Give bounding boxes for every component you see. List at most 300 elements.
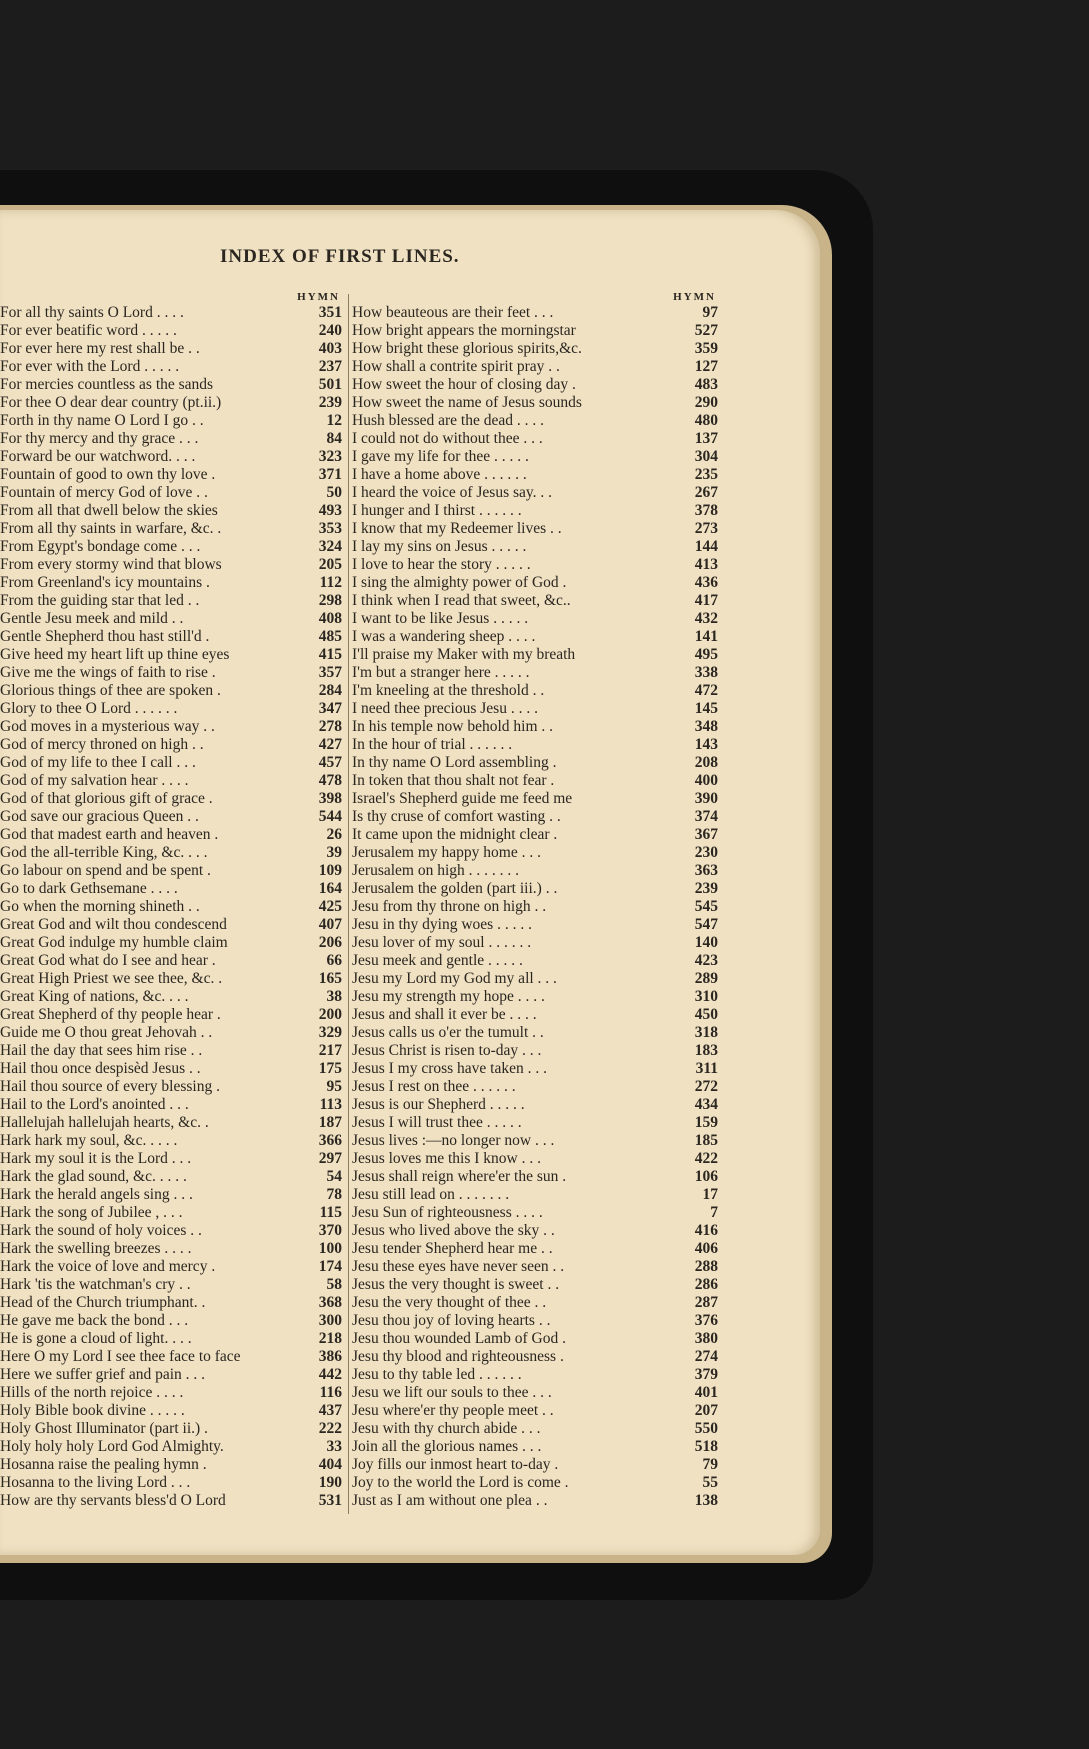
- index-entry: [0, 916, 342, 934]
- first-line-text: God of my life to thee I call . . .: [0, 754, 196, 771]
- hymn-number: 100: [318, 1240, 342, 1257]
- hymn-number: 370: [318, 1222, 342, 1239]
- index-entry: [352, 1420, 718, 1438]
- index-entry: [352, 1492, 718, 1510]
- first-line-text: Guide me O thou great Jehovah . .: [0, 1024, 213, 1041]
- first-line-text: How are thy servants bless'd O Lord: [0, 1492, 226, 1509]
- index-entry: [352, 826, 718, 844]
- hymn-number: 351: [318, 304, 342, 321]
- first-line-text: Jerusalem my happy home . . .: [352, 844, 541, 861]
- first-line-text: Holy Bible book divine . . . . .: [0, 1402, 185, 1419]
- first-line-text: From all that dwell below the skies: [0, 502, 218, 519]
- index-entry: [0, 610, 342, 628]
- index-entry: [352, 844, 718, 862]
- first-line-text: Jesus the very thought is sweet . .: [352, 1276, 560, 1293]
- index-entry: [0, 1384, 342, 1402]
- index-entry: [352, 340, 718, 358]
- first-line-text: Jesu my Lord my God my all . . .: [352, 970, 557, 987]
- hymn-number: 115: [319, 1204, 342, 1221]
- hymn-number: 200: [318, 1006, 342, 1023]
- index-entry: [352, 1114, 718, 1132]
- index-entry: [352, 520, 718, 538]
- first-line-text: Joy to the world the Lord is come .: [352, 1474, 569, 1491]
- hymn-number: 450: [694, 1006, 718, 1023]
- first-line-text: I need thee precious Jesu . . . .: [352, 700, 538, 717]
- index-entry: [352, 358, 718, 376]
- first-line-text: Give me the wings of faith to rise .: [0, 664, 216, 681]
- left-entry-list: [0, 304, 342, 1510]
- hymn-number: 379: [694, 1366, 718, 1383]
- hymn-number: 483: [694, 376, 718, 393]
- first-line-text: I'll praise my Maker with my breath: [352, 646, 576, 663]
- first-line-text: For thy mercy and thy grace . . .: [0, 430, 199, 447]
- first-line-text: God of mercy throned on high . .: [0, 736, 204, 753]
- first-line-text: From all thy saints in warfare, &c. .: [0, 520, 222, 537]
- index-entry: [352, 1186, 718, 1204]
- right-column-header: HYMN: [673, 291, 716, 303]
- hymn-number: 480: [694, 412, 718, 429]
- index-entry: [352, 1348, 718, 1366]
- hymn-number: 239: [694, 880, 718, 897]
- index-entry: [352, 754, 718, 772]
- hymn-number: 485: [318, 628, 342, 645]
- index-entry: [352, 664, 718, 682]
- index-entry: [352, 394, 718, 412]
- hymn-number: 183: [694, 1042, 718, 1059]
- hymn-number: 437: [318, 1402, 342, 1419]
- first-line-text: Holy holy holy Lord God Almighty.: [0, 1438, 224, 1455]
- index-entry: [0, 394, 342, 412]
- hymn-number: 39: [326, 844, 342, 861]
- first-line-text: I have a home above . . . . . .: [352, 466, 527, 483]
- index-entry: [0, 304, 342, 322]
- hymn-number: 116: [319, 1384, 342, 1401]
- first-line-text: Go when the morning shineth . .: [0, 898, 200, 915]
- first-line-text: Hark my soul it is the Lord . . .: [0, 1150, 192, 1167]
- index-entry: [0, 1024, 342, 1042]
- index-entry: [352, 808, 718, 826]
- first-line-text: For ever beatific word . . . . .: [0, 322, 177, 339]
- hymn-number: 363: [694, 862, 718, 879]
- first-line-text: Hark 'tis the watchman's cry . .: [0, 1276, 191, 1293]
- index-entry: [352, 1006, 718, 1024]
- index-entry: [0, 1150, 342, 1168]
- index-entry: [352, 592, 718, 610]
- first-line-text: I heard the voice of Jesus say. . .: [352, 484, 553, 501]
- index-entry: [352, 646, 718, 664]
- hymn-number: 329: [318, 1024, 342, 1041]
- first-line-text: Gentle Jesu meek and mild . .: [0, 610, 184, 627]
- index-entry: [352, 1474, 718, 1492]
- hymn-number: 300: [318, 1312, 342, 1329]
- hymn-number: 436: [694, 574, 718, 591]
- hymn-number: 368: [318, 1294, 342, 1311]
- first-line-text: I want to be like Jesus . . . . .: [352, 610, 529, 627]
- index-entry: [352, 1438, 718, 1456]
- hymn-number: 273: [694, 520, 718, 537]
- hymn-number: 33: [326, 1438, 342, 1455]
- page-title: INDEX OF FIRST LINES.: [220, 246, 460, 267]
- hymn-number: 230: [694, 844, 718, 861]
- first-line-text: Jesu my strength my hope . . . .: [352, 988, 545, 1005]
- index-entry: [352, 1222, 718, 1240]
- index-entry: [0, 736, 342, 754]
- index-entry: [352, 1330, 718, 1348]
- index-entry: [0, 502, 342, 520]
- index-entry: [352, 1078, 718, 1096]
- first-line-text: Jesus calls us o'er the tumult . .: [352, 1024, 544, 1041]
- hymn-number: 164: [318, 880, 342, 897]
- index-page: [0, 210, 820, 1555]
- hymn-number: 84: [326, 430, 342, 447]
- hymn-number: 415: [318, 646, 342, 663]
- index-entry: [0, 898, 342, 916]
- hymn-number: 205: [318, 556, 342, 573]
- first-line-text: Hark the herald angels sing . . .: [0, 1186, 193, 1203]
- first-line-text: From every stormy wind that blows: [0, 556, 222, 573]
- index-entry: [0, 1186, 342, 1204]
- index-entry: [352, 556, 718, 574]
- index-entry: [0, 718, 342, 736]
- hymn-number: 159: [694, 1114, 718, 1131]
- first-line-text: How bright these glorious spirits,&c.: [352, 340, 582, 357]
- first-line-text: God that madest earth and heaven .: [0, 826, 219, 843]
- index-entry: [0, 322, 342, 340]
- left-column: [0, 290, 342, 1510]
- first-line-text: Great Shepherd of thy people hear .: [0, 1006, 221, 1023]
- index-entry: [0, 1348, 342, 1366]
- hymn-number: 97: [702, 304, 718, 321]
- first-line-text: From Egypt's bondage come . . .: [0, 538, 201, 555]
- first-line-text: Jerusalem on high . . . . . . .: [352, 862, 520, 879]
- first-line-text: For mercies countless as the sands: [0, 376, 214, 393]
- index-entry: [352, 700, 718, 718]
- index-entry: [352, 1456, 718, 1474]
- first-line-text: Hark the swelling breezes . . . .: [0, 1240, 192, 1257]
- index-entry: [0, 1114, 342, 1132]
- index-entry: [0, 628, 342, 646]
- first-line-text: Jesus I will trust thee . . . . .: [352, 1114, 522, 1131]
- first-line-text: He is gone a cloud of light. . . .: [0, 1330, 192, 1347]
- first-line-text: Jesus is our Shepherd . . . . .: [352, 1096, 525, 1113]
- index-entry: [352, 988, 718, 1006]
- first-line-text: Jesu Sun of righteousness . . . .: [352, 1204, 543, 1221]
- index-entry: [0, 1042, 342, 1060]
- hymn-number: 386: [318, 1348, 342, 1365]
- index-entry: [0, 664, 342, 682]
- index-entry: [352, 502, 718, 520]
- first-line-text: For all thy saints O Lord . . . .: [0, 304, 184, 321]
- hymn-number: 359: [694, 340, 718, 357]
- hymn-number: 501: [318, 376, 342, 393]
- first-line-text: Hark hark my soul, &c. . . . .: [0, 1132, 178, 1149]
- index-entry: [352, 898, 718, 916]
- column-divider: [348, 294, 349, 1514]
- index-entry: [0, 1312, 342, 1330]
- hymn-number: 544: [318, 808, 342, 825]
- index-entry: [0, 682, 342, 700]
- index-entry: [0, 970, 342, 988]
- index-entry: [0, 1456, 342, 1474]
- hymn-number: 38: [326, 988, 342, 1005]
- hymn-number: 218: [318, 1330, 342, 1347]
- index-entry: [352, 1258, 718, 1276]
- first-line-text: Great God indulge my humble claim: [0, 934, 228, 951]
- first-line-text: Jesu thou joy of loving hearts . .: [352, 1312, 551, 1329]
- hymn-number: 422: [694, 1150, 718, 1167]
- hymn-number: 338: [694, 664, 718, 681]
- first-line-text: God save our gracious Queen . .: [0, 808, 199, 825]
- hymn-number: 413: [694, 556, 718, 573]
- index-entry: [352, 412, 718, 430]
- first-line-text: Here we suffer grief and pain . . .: [0, 1366, 206, 1383]
- hymn-number: 310: [694, 988, 718, 1005]
- index-entry: [352, 1366, 718, 1384]
- hymn-number: 378: [694, 502, 718, 519]
- hymn-number: 207: [694, 1402, 718, 1419]
- hymn-number: 240: [318, 322, 342, 339]
- index-entry: [0, 754, 342, 772]
- first-line-text: Great God and wilt thou condescend: [0, 916, 227, 933]
- index-entry: [0, 1258, 342, 1276]
- first-line-text: Fountain of good to own thy love .: [0, 466, 216, 483]
- index-entry: [352, 952, 718, 970]
- first-line-text: Jesu lover of my soul . . . . . .: [352, 934, 532, 951]
- index-entry: [0, 844, 342, 862]
- index-entry: [352, 916, 718, 934]
- first-line-text: Great God what do I see and hear .: [0, 952, 216, 969]
- index-entry: [352, 1042, 718, 1060]
- first-line-text: Glory to thee O Lord . . . . . .: [0, 700, 178, 717]
- first-line-text: How sweet the hour of closing day .: [352, 376, 576, 393]
- index-entry: [352, 682, 718, 700]
- index-entry: [352, 1294, 718, 1312]
- index-entry: [0, 1366, 342, 1384]
- index-entry: [0, 1438, 342, 1456]
- index-entry: [352, 1402, 718, 1420]
- first-line-text: Join all the glorious names . . .: [352, 1438, 542, 1455]
- hymn-number: 403: [318, 340, 342, 357]
- hymn-number: 298: [318, 592, 342, 609]
- first-line-text: Hosanna raise the pealing hymn .: [0, 1456, 207, 1473]
- index-entry: [352, 1384, 718, 1402]
- first-line-text: Go to dark Gethsemane . . . .: [0, 880, 178, 897]
- hymn-number: 144: [694, 538, 718, 555]
- hymn-number: 54: [326, 1168, 342, 1185]
- hymn-number: 407: [318, 916, 342, 933]
- index-entry: [0, 1096, 342, 1114]
- index-entry: [0, 1222, 342, 1240]
- first-line-text: Forward be our watchword. . . .: [0, 448, 196, 465]
- hymn-number: 323: [318, 448, 342, 465]
- first-line-text: In the hour of trial . . . . . .: [352, 736, 513, 753]
- hymn-number: 324: [318, 538, 342, 555]
- first-line-text: Just as I am without one plea . .: [352, 1492, 548, 1509]
- first-line-text: Jesu from thy throne on high . .: [352, 898, 547, 915]
- hymn-number: 442: [318, 1366, 342, 1383]
- first-line-text: Jesus loves me this I know . . .: [352, 1150, 542, 1167]
- first-line-text: How beauteous are their feet . . .: [352, 304, 554, 321]
- first-line-text: Hark the glad sound, &c. . . . .: [0, 1168, 187, 1185]
- first-line-text: In token that thou shalt not fear .: [352, 772, 555, 789]
- hymn-number: 493: [318, 502, 342, 519]
- hymn-number: 55: [702, 1474, 718, 1491]
- index-entry: [352, 1312, 718, 1330]
- hymn-number: 217: [318, 1042, 342, 1059]
- index-entry: [0, 1294, 342, 1312]
- hymn-number: 367: [694, 826, 718, 843]
- first-line-text: Great High Priest we see thee, &c. .: [0, 970, 223, 987]
- hymn-number: 66: [326, 952, 342, 969]
- hymn-number: 175: [318, 1060, 342, 1077]
- first-line-text: I think when I read that sweet, &c..: [352, 592, 571, 609]
- index-entry: [352, 628, 718, 646]
- hymn-number: 187: [318, 1114, 342, 1131]
- first-line-text: Jesu where'er thy people meet . .: [352, 1402, 554, 1419]
- index-entry: [0, 466, 342, 484]
- first-line-text: Hark the song of Jubilee , . . .: [0, 1204, 183, 1221]
- hymn-number: 278: [318, 718, 342, 735]
- hymn-number: 398: [318, 790, 342, 807]
- first-line-text: I gave my life for thee . . . . .: [352, 448, 529, 465]
- index-entry: [0, 574, 342, 592]
- hymn-number: 518: [694, 1438, 718, 1455]
- index-entry: [0, 412, 342, 430]
- first-line-text: Forth in thy name O Lord I go . .: [0, 412, 204, 429]
- hymn-number: 472: [694, 682, 718, 699]
- hymn-number: 78: [326, 1186, 342, 1203]
- hymn-number: 427: [318, 736, 342, 753]
- index-entry: [352, 862, 718, 880]
- hymn-number: 106: [694, 1168, 718, 1185]
- hymn-number: 26: [326, 826, 342, 843]
- index-entry: [352, 1168, 718, 1186]
- first-line-text: Hail thou source of every blessing .: [0, 1078, 220, 1095]
- index-entry: [0, 1330, 342, 1348]
- hymn-number: 353: [318, 520, 342, 537]
- hymn-number: 143: [694, 736, 718, 753]
- first-line-text: God of my salvation hear . . . .: [0, 772, 189, 789]
- hymn-number: 288: [694, 1258, 718, 1275]
- index-entry: [352, 610, 718, 628]
- first-line-text: Jesu these eyes have never seen . .: [352, 1258, 565, 1275]
- hymn-number: 531: [318, 1492, 342, 1509]
- hymn-number: 390: [694, 790, 718, 807]
- hymn-number: 289: [694, 970, 718, 987]
- index-entry: [0, 1240, 342, 1258]
- index-entry: [352, 790, 718, 808]
- index-entry: [0, 1132, 342, 1150]
- hymn-number: 416: [694, 1222, 718, 1239]
- hymn-number: 401: [694, 1384, 718, 1401]
- index-entry: [0, 1474, 342, 1492]
- hymn-number: 138: [694, 1492, 718, 1509]
- first-line-text: Jesu to thy table led . . . . . .: [352, 1366, 522, 1383]
- first-line-text: Hush blessed are the dead . . . .: [352, 412, 544, 429]
- hymn-number: 547: [694, 916, 718, 933]
- first-line-text: For ever with the Lord . . . . .: [0, 358, 180, 375]
- first-line-text: I'm but a stranger here . . . . .: [352, 664, 530, 681]
- first-line-text: Jesu tender Shepherd hear me . .: [352, 1240, 553, 1257]
- first-line-text: In thy name O Lord assembling .: [352, 754, 557, 771]
- index-entry: [352, 1204, 718, 1222]
- first-line-text: Jesus I rest on thee . . . . . .: [352, 1078, 516, 1095]
- first-line-text: Jesu thou wounded Lamb of God .: [352, 1330, 566, 1347]
- first-line-text: Jesu we lift our souls to thee . . .: [352, 1384, 552, 1401]
- first-line-text: For ever here my rest shall be . .: [0, 340, 200, 357]
- first-line-text: God the all-terrible King, &c. . . .: [0, 844, 208, 861]
- index-entry: [352, 970, 718, 988]
- first-line-text: Jerusalem the golden (part iii.) . .: [352, 880, 558, 897]
- first-line-text: I could not do without thee . . .: [352, 430, 543, 447]
- index-entry: [352, 538, 718, 556]
- index-entry: [352, 1096, 718, 1114]
- first-line-text: Hail thou once despisèd Jesus . .: [0, 1060, 201, 1077]
- hymn-number: 113: [319, 1096, 342, 1113]
- hymn-number: 374: [694, 808, 718, 825]
- index-entry: [0, 592, 342, 610]
- index-entry: [0, 934, 342, 952]
- index-entry: [0, 880, 342, 898]
- first-line-text: How sweet the name of Jesus sounds: [352, 394, 582, 411]
- hymn-number: 425: [318, 898, 342, 915]
- hymn-number: 141: [694, 628, 718, 645]
- hymn-number: 357: [318, 664, 342, 681]
- first-line-text: Joy fills our inmost heart to-day .: [352, 1456, 559, 1473]
- index-entry: [352, 304, 718, 322]
- hymn-number: 137: [694, 430, 718, 447]
- index-entry: [0, 988, 342, 1006]
- index-entry: [0, 520, 342, 538]
- hymn-number: 287: [694, 1294, 718, 1311]
- index-entry: [352, 448, 718, 466]
- hymn-number: 311: [695, 1060, 718, 1077]
- hymn-number: 284: [318, 682, 342, 699]
- hymn-number: 222: [318, 1420, 342, 1437]
- hymn-number: 400: [694, 772, 718, 789]
- first-line-text: It came upon the midnight clear .: [352, 826, 558, 843]
- first-line-text: Jesu meek and gentle . . . . .: [352, 952, 523, 969]
- index-entry: [0, 1402, 342, 1420]
- index-entry: [0, 430, 342, 448]
- first-line-text: Hark the sound of holy voices . .: [0, 1222, 202, 1239]
- hymn-number: 404: [318, 1456, 342, 1473]
- first-line-text: Glorious things of thee are spoken .: [0, 682, 221, 699]
- hymn-number: 140: [694, 934, 718, 951]
- left-column-header: HYMN: [297, 291, 340, 303]
- hymn-number: 206: [318, 934, 342, 951]
- index-entry: [0, 1078, 342, 1096]
- first-line-text: Jesus and shall it ever be . . . .: [352, 1006, 537, 1023]
- first-line-text: How bright appears the morningstar: [352, 322, 576, 339]
- index-entry: [0, 862, 342, 880]
- index-entry: [0, 1168, 342, 1186]
- hymn-number: 527: [694, 322, 718, 339]
- first-line-text: Jesu the very thought of thee . .: [352, 1294, 547, 1311]
- hymn-number: 434: [694, 1096, 718, 1113]
- hymn-number: 17: [702, 1186, 718, 1203]
- index-entry: [352, 718, 718, 736]
- hymn-number: 417: [694, 592, 718, 609]
- hymn-number: 286: [694, 1276, 718, 1293]
- index-entry: [352, 466, 718, 484]
- first-line-text: Head of the Church triumphant. .: [0, 1294, 206, 1311]
- index-entry: [0, 790, 342, 808]
- index-entry: [0, 826, 342, 844]
- first-line-text: He gave me back the bond . . .: [0, 1312, 189, 1329]
- index-entry: [0, 556, 342, 574]
- hymn-number: 371: [318, 466, 342, 483]
